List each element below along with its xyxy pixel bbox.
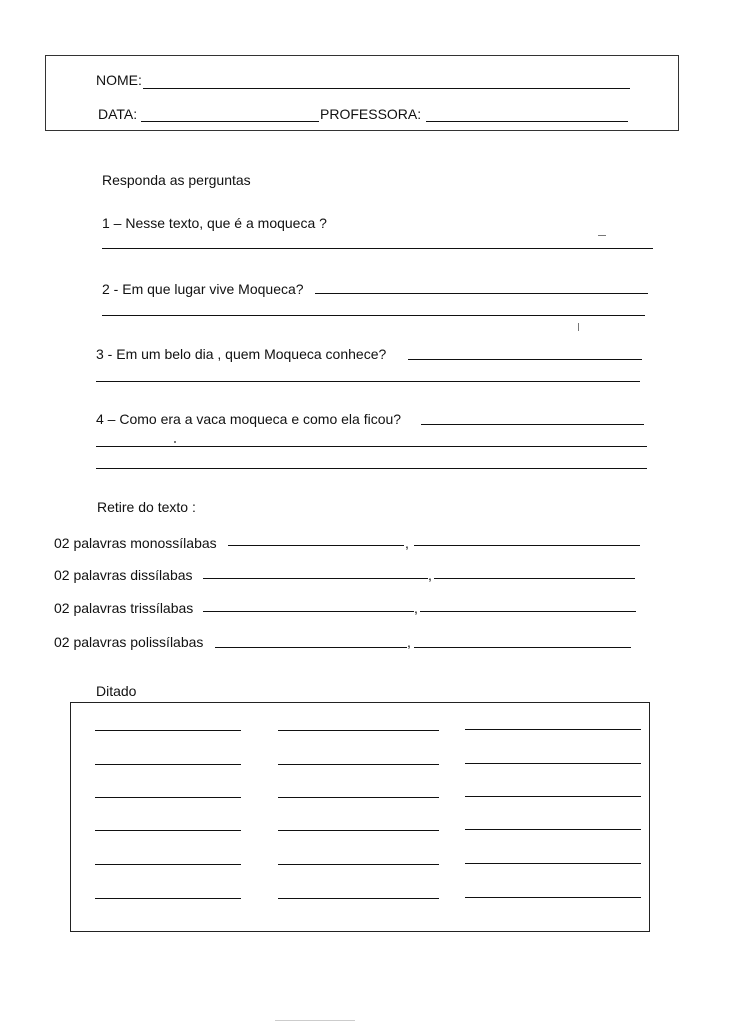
dictation-line[interactable]: [278, 764, 439, 765]
separator: ,: [407, 634, 411, 650]
answer-line-3a[interactable]: [408, 359, 642, 360]
dictation-line[interactable]: [465, 829, 641, 830]
extract-line-1b[interactable]: [414, 545, 640, 546]
question-4: 4 – Como era a vaca moqueca e como ela ficou?: [96, 411, 402, 427]
dictation-line[interactable]: [95, 830, 241, 831]
question-1: 1 – Nesse texto, que é a moqueca ?: [102, 215, 327, 231]
scan-speck: [598, 235, 606, 236]
extract-item-4: 02 palavras polissílabas: [54, 634, 204, 650]
dictation-line[interactable]: [278, 797, 439, 798]
extract-line-4a[interactable]: [215, 647, 407, 648]
separator: ,: [428, 567, 432, 583]
dictation-line[interactable]: [465, 863, 641, 864]
answer-line-4c[interactable]: [96, 468, 647, 469]
dictation-line[interactable]: [95, 797, 241, 798]
scan-speck: [578, 323, 579, 331]
extract-line-2a[interactable]: [203, 578, 428, 579]
dictation-line[interactable]: [465, 796, 641, 797]
extract-line-3a[interactable]: [203, 611, 414, 612]
date-field[interactable]: [141, 121, 319, 122]
extract-line-4b[interactable]: [414, 647, 631, 648]
scan-speck: [174, 441, 176, 443]
separator: ,: [405, 535, 409, 551]
answer-line-4a[interactable]: [421, 424, 644, 425]
extract-item-2: 02 palavras dissílabas: [54, 567, 193, 583]
dictation-line[interactable]: [465, 897, 641, 898]
dictation-line[interactable]: [278, 730, 439, 731]
dictation-line[interactable]: [95, 864, 241, 865]
extract-item-1: 02 palavras monossílabas: [54, 535, 217, 551]
answer-line-2b[interactable]: [102, 315, 645, 316]
dictation-line[interactable]: [278, 830, 439, 831]
dictation-line[interactable]: [95, 764, 241, 765]
instructions: Responda as perguntas: [102, 172, 251, 188]
dictation-line[interactable]: [278, 898, 439, 899]
answer-line-3b[interactable]: [96, 381, 640, 382]
extract-line-1a[interactable]: [228, 545, 404, 546]
extract-item-3: 02 palavras trissílabas: [54, 600, 194, 616]
scan-edge: [275, 1020, 355, 1021]
question-3: 3 - Em um belo dia , quem Moqueca conhece?: [96, 346, 387, 362]
separator: ,: [414, 600, 418, 616]
teacher-field[interactable]: [426, 121, 628, 122]
dictation-title: Ditado: [96, 683, 137, 699]
dictation-line[interactable]: [465, 763, 641, 764]
extract-title: Retire do texto :: [97, 499, 196, 515]
dictation-line[interactable]: [95, 898, 241, 899]
name-field[interactable]: [143, 88, 630, 89]
name-label: NOME:: [96, 72, 142, 88]
dictation-line[interactable]: [465, 729, 641, 730]
answer-line-4b[interactable]: [96, 446, 647, 447]
answer-line-1a[interactable]: [102, 248, 653, 249]
extract-line-2b[interactable]: [434, 578, 635, 579]
answer-line-2a[interactable]: [315, 293, 648, 294]
teacher-label: PROFESSORA:: [320, 106, 422, 122]
date-label: DATA:: [98, 106, 138, 122]
dictation-line[interactable]: [278, 864, 439, 865]
question-2: 2 - Em que lugar vive Moqueca?: [102, 281, 304, 297]
extract-line-3b[interactable]: [420, 611, 636, 612]
dictation-line[interactable]: [95, 730, 241, 731]
